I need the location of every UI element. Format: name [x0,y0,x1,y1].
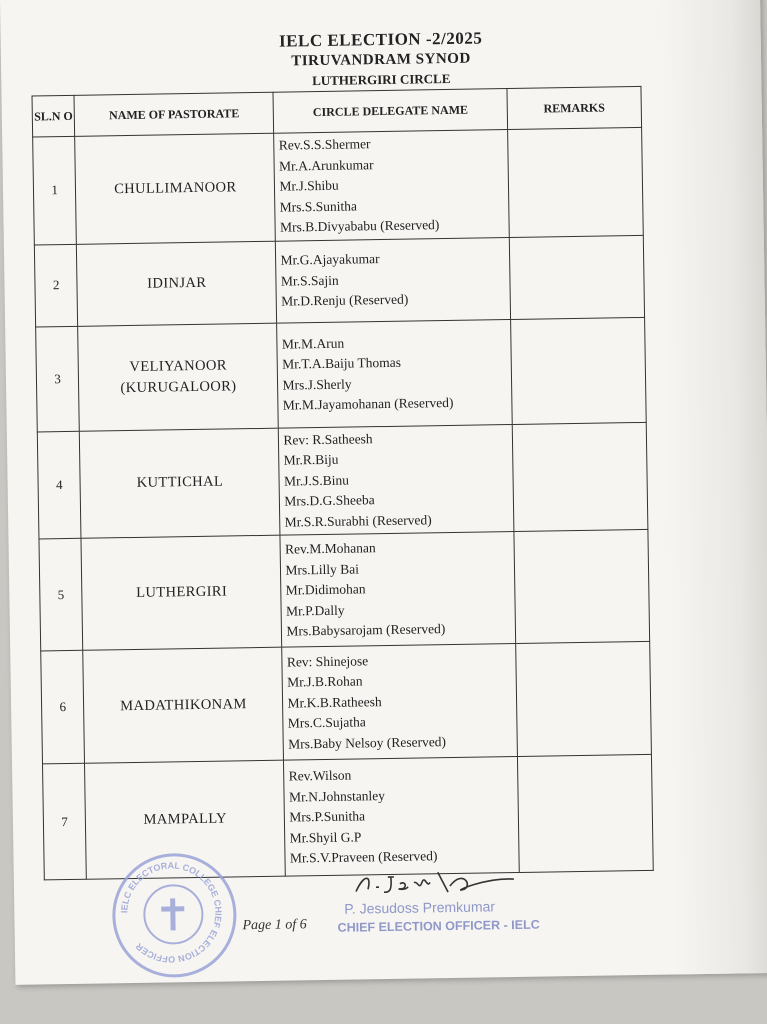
delegate-name: Rev.Wilson [288,767,352,784]
svg-text:IELC ELECTORAL COLLEGE CHIEF E: IELC ELECTORAL COLLEGE CHIEF ELECTION OFFICER [119,860,224,965]
serial-number-cell: 3 [36,326,80,432]
delegate-name: Mrs.Lilly Bai [285,561,360,578]
delegate-list-cell [274,130,509,241]
signer-title: CHIEF ELECTION OFFICER - IELC [337,917,540,935]
serial-number-cell: 6 [41,650,85,764]
electoral-college-stamp [111,852,237,978]
election-title: IELC ELECTION -2/2025 [278,28,483,51]
delegate-table [32,86,654,880]
remarks-cell [509,235,644,319]
serial-number-cell: 1 [33,136,77,244]
pastorate-cell: IDINJAR [77,241,277,326]
circle-title: LUTHERGIRI CIRCLE [312,70,451,89]
page-number-note: Page 1 of 6 [242,917,307,934]
handwritten-signature [354,867,524,900]
table-row [33,127,644,244]
table-row [39,529,650,651]
remarks-cell [514,529,650,643]
col-sl-no: SL.N O [32,95,75,137]
delegate-name: Mrs.D.G.Sheeba [284,492,375,509]
delegate-name: Rev: R.Satheesh [283,430,373,448]
delegate-name: Mr.J.Shibu [279,177,339,194]
delegate-name: Mr.R.Biju [283,451,339,468]
synod-title: TIRUVANDRAM SYNOD [291,50,471,70]
pastorate-cell: MAMPALLY [85,760,286,879]
delegate-name: Mr.D.Renju (Reserved) [281,291,409,309]
delegate-name: Mr.S.Sajin [280,272,339,289]
delegate-name: Mr.N.Johnstanley [288,787,386,805]
delegate-list-cell [284,756,519,876]
delegate-list-cell [276,237,511,323]
delegate-name: Mrs.Baby Nelsoy (Reserved) [288,733,447,752]
col-pastorate: NAME OF PASTORATE [74,92,274,136]
delegate-name: Mr.T.A.Baiju Thomas [282,354,402,372]
table-body [33,127,654,879]
delegate-name: Rev.S.S.Shermer [278,136,371,153]
delegate-name: Mr.P.Dally [285,602,345,619]
delegate-name: Mrs.S.Sunitha [279,197,358,215]
serial-number-cell: 5 [39,538,83,651]
stamp-cross-seal [143,884,204,945]
delegate-name: Mrs.B.Divyababu (Reserved) [279,217,440,235]
delegate-name: Mr.Didimohan [285,581,366,598]
delegate-name: Mrs.C.Sujatha [287,714,366,731]
delegate-name: Mr.G.Ajayakumar [280,251,380,268]
delegate-name: Mr.J.S.Binu [283,472,350,489]
remarks-cell [510,317,646,424]
delegate-list-cell [279,424,514,535]
table-row [34,235,644,327]
delegate-list-cell [277,319,512,428]
serial-number-cell: 7 [43,763,87,880]
col-remarks: REMARKS [507,86,642,129]
delegate-name: Mr.K.B.Ratheesh [287,693,382,711]
delegate-list-cell [280,531,515,647]
delegate-name: Mr.M.Arun [281,335,345,352]
page-shadow-edge [660,0,767,975]
delegate-name: Mr.M.Jayamohanan (Reserved) [282,394,454,413]
remarks-cell [515,641,651,756]
delegate-name: Mr.S.V.Praveen (Reserved) [289,848,438,866]
remarks-cell [507,127,643,237]
delegate-name: Mr.J.B.Rohan [287,673,363,690]
delegate-name: Rev.M.Mohanan [284,540,376,557]
delegate-name: Mrs.Babysarojam (Reserved) [286,621,446,639]
pastorate-cell: CHULLIMANOOR [75,133,276,244]
delegate-name: Mr.Shyil G.P [289,829,362,846]
delegate-name: Rev: Shinejose [286,653,369,670]
serial-number-cell: 4 [37,431,81,539]
remarks-cell [517,754,653,872]
remarks-cell [512,422,648,532]
delegate-name: Mr.A.Arunkumar [278,156,374,174]
col-delegate-name: CIRCLE DELEGATE NAME [273,89,507,134]
delegate-name: Mrs.P.Sunitha [289,808,366,825]
pastorate-cell: MADATHIKONAM [83,647,284,763]
table-row [36,317,647,432]
pastorate-cell: LUTHERGIRI [81,535,282,650]
delegate-name: Mr.S.R.Surabhi (Reserved) [284,511,432,530]
signer-name: P. Jesudoss Premkumar [344,898,496,917]
pastorate-cell: KUTTICHAL [80,428,281,539]
table-row [41,641,652,764]
pastorate-cell: VELIYANOOR (KURUGALOOR) [78,323,279,431]
delegate-name: Mrs.J.Sherly [282,376,352,393]
delegate-list-cell [282,643,517,760]
serial-number-cell: 2 [34,244,78,327]
table-row [37,422,648,539]
